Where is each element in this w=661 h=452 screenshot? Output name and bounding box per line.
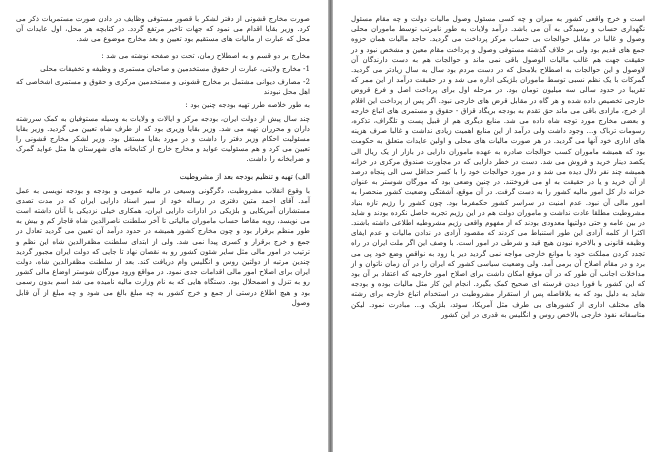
right-page [333, 0, 661, 452]
constitution-paragraph: با وقوع انقلاب مشروطیت، دگرگونی وسیعی در مالیه عمومی و بودجه و بودجه نویسی به عمل آمد. آقای احمد متین دفتری در رساله خود از سیر اسناد دارایی ایران که در مدت تصدی مستشاران آمریکایی و بلژیکی در ادارات دارایی ایران، همکاری خیلی نزدیکی با آنان داشته است می نویسد، رویه مقاصا حساب ماموران مالیاتی تا آخر سلطنت ناصرالدین شاه قاجار کم و بیش به طور منظم برقرار بود و چون مخارج کشور همیشه در حدود درآمد آن تعیین می گردید تعادل در جمع و خرج برقرار و کسری پیدا نمی شد. ولی از ابتدای سلطنت مظفرالدین شاه این نظم و ترتیب در امور مالی مثل سایر شئون کشور رو به نقصان نهاد تا جایی که دولت ایران مجبور گردید چندین مرتبه از دولتین روس و انگلیس وام دریافت کند. بعد از سلطنت مظفرالدین شاه، دولت ایران برای اصلاح امور مالی اقدامات جدی نمود. در مواقع ورود موزگان شوستر اوضاع مالی کشور رو به تنزل و اضمحلال بود. دستگاه هایی که به نام وزارت مالیه نامیده می شد اسم بدون رسمی بود و هیچ اطلاع درستی از جمع و خرج کشور به چه مبلغ بالغ می شود و چه مبلغ از آن قابل وصول [16, 185, 310, 307]
division-item-1: 1- مخارج ولایتی، عبارت از حقوق مستخدمین و صاحبان مستمری و وظیفه و تخفیفات محلی [40, 63, 310, 73]
division-item-2: 2- مصارف دیوانی مشتمل بر مخارج قشونی و مستخدمین مرکزی و حقوق و مستمری اشخاصی که اهل محل نبودند [16, 77, 310, 97]
section-heading: الف) تهیه و تنظیم بودجه بعد از مشروطیت [179, 171, 310, 181]
divisions-intro: مخارج بر دو قسم و به اصطلاح زمان، تحت دو صفحه نوشته می شد : [101, 50, 310, 60]
left-page [0, 0, 328, 452]
summary-paragraph: چند سال پیش از دولت ایران، بودجه مرکز و ایالات و ولایات به وسیله مستوفیان به کمک سررشته داران و محرران تهیه می شد. وزیر بقایا وزیری بود که از طرف شاه تعیین می گردید. وزیر بقایا مسئولیت احکام وزیر دفتر را داشت و در مورد بقایا مستقل بود. وزیر لشکر مخارج قشونی را تعیین می کرد و هم مسئولیت عواید و مخارج خارج از کتابخانه های شهرستان ها مثل عواید گمرک و ضرابخانه را داشت. [16, 113, 310, 164]
summary-intro: به طور خلاصه طرز تهیه بودجه چنین بود : [185, 100, 310, 110]
right-body-paragraph: است و خرج واقعی کشور به میزان و چه کسی مسئول وصول مالیات دولت و چه مقام مسئول نگهداری حساب و رسیدگی به آن می باشد. درآمد ولایات به طور نامرتب توسط ماموران محلی وصول و غالبا در مقابل حوالجات بی حساب مرکز پرداخت می گردید. حاجد مالیات همان حزوه جمع های قدیم بود ولی بر خلاف گذشته مستوفی وصول و پرداخت مقام معین و مشخص نبود و در حقیقت جهت هم غالب مالیات الوصول باقی نمی ماند و حوالجات هم به دست دارندگان آن لاوصول و این حوالجات به اصطلاح بلامحل که در دست مردم بود سال به سال زیادتر می گردید. گمرکات با یک نظم نسبی توسط ماموران بلژیکی اداره می شد و در حقیقت درآمد از این ممر که تقریبا در حدود سالی سه میلیون تومان بود. در مرحله اول برای پرداخت اصل و فرع قروض خارجی تخصیص داده شده و هر گاه در مقابل قرض های خارجی نبود. اگر پس از پرداخت این اقلام از خرج، مازادی باقی می ماند حق تقدم به بودجه بریگاد قزاق - حقوق و مستمری های اتباع خارجه و بعضی مخارج مورد توجه شاه داده می شد. منابع دیگری هم از قبیل پست و تلگراف، تذکره، رسومات ترباک و... وجود داشت ولی درآمد از این منابع اهمیت زیادی نداشت و غالبا صرف هزینه های اداری خود آنها می گردید. در هر صورت مالیات های محلی و اولین عایدات متعلق به حکومت بود که همیشه ماموران کسب حوالجات صادره به عهده ماموران دارایی در بازار از یک ریال الی یکصد دینار خرید و فروش می شد. دست در خطر دارایی که در مجاورت صندوق مرکزی در خزانه همیشه چند نفر دلال دیده می شد و در مورد حوالجات خود را با کسر حداقل سی الی پنجاه درصد از آن خرید و یا در حقیقت به او می فروختند. در چنین وضعی بود که مورگان شوستر به عنوان خزانه دار کل امور مالیه کشور را به دست گرفت. در آن موقع، آشفتگی وضعیت کشور منحصرا به امور مالی آن نبود. عدم امنیت در سراسر کشور حکمفرما بود. چون کشور را رژیم تازه بنیاد مشروطیت مطلقا عادت نداشت و ماموران دولت هم در این رژیم تجربه حاصل نکرده بودند و شاید در بین عامه و حتی دولتیها معدودی بودند که از مفهوم واقعی رژیم مشروطیه اطلاعی داشته باشند. اکثرا از کلمه آزادی این طور استنباط می کردند که مقصود آزادی در ندادن مالیات و عدم ایفای وظیفه قانونی و بالاخره نبودن هیچ قید و شرطی در امور است. با وصف این اگر ملت ایران در راه تجدد کردن مملکت خود با موانع خارجی مواجه نمی گردید دیر یا زود به نواقص وضع خود پی می برد و در مقام اصلاح آن برمی آمد. ولی وضعیت سیاسی کشور که ایران را در آن زمان ناتوان و از مداخلات اجانب آن طور که در آن موقع امکان داشت برای اصلاح امور خارجیه که اعتقاد بر آن بود که این کشور با فورا دیدن فرسته ای صحیح کمک بگیرد. انجام این کار مثل مالیات بوده و بودجه شاید به دلیل بود که به بلافاصله پس از استقرار مشروطیت در استخدام اتباع خارجه برای رشته های مختلف اداری از کشورهای بی طرف مثل آمریکا، سوئد، بلژیک و... مبادرت نمود. لیکن متاسفانه نفوذ خارجی بالاخص روس و انگلیس به قدری در این کشور [350, 14, 645, 319]
left-intro-paragraph: صورت مخارج قشونی از دفتر لشکر با قصور مستوفی وظایف در دادن صورت مستمریات ذکر می کرد. وزیر بقایا اقدام می نمود که جهات تاخیر مرتفع گردد. در کتابچه هر محل، اول عایدات آن محل که عبارت از مالیات های مستقیم بود تعیین و بعد مخارج موضوع می شد. [16, 14, 310, 44]
